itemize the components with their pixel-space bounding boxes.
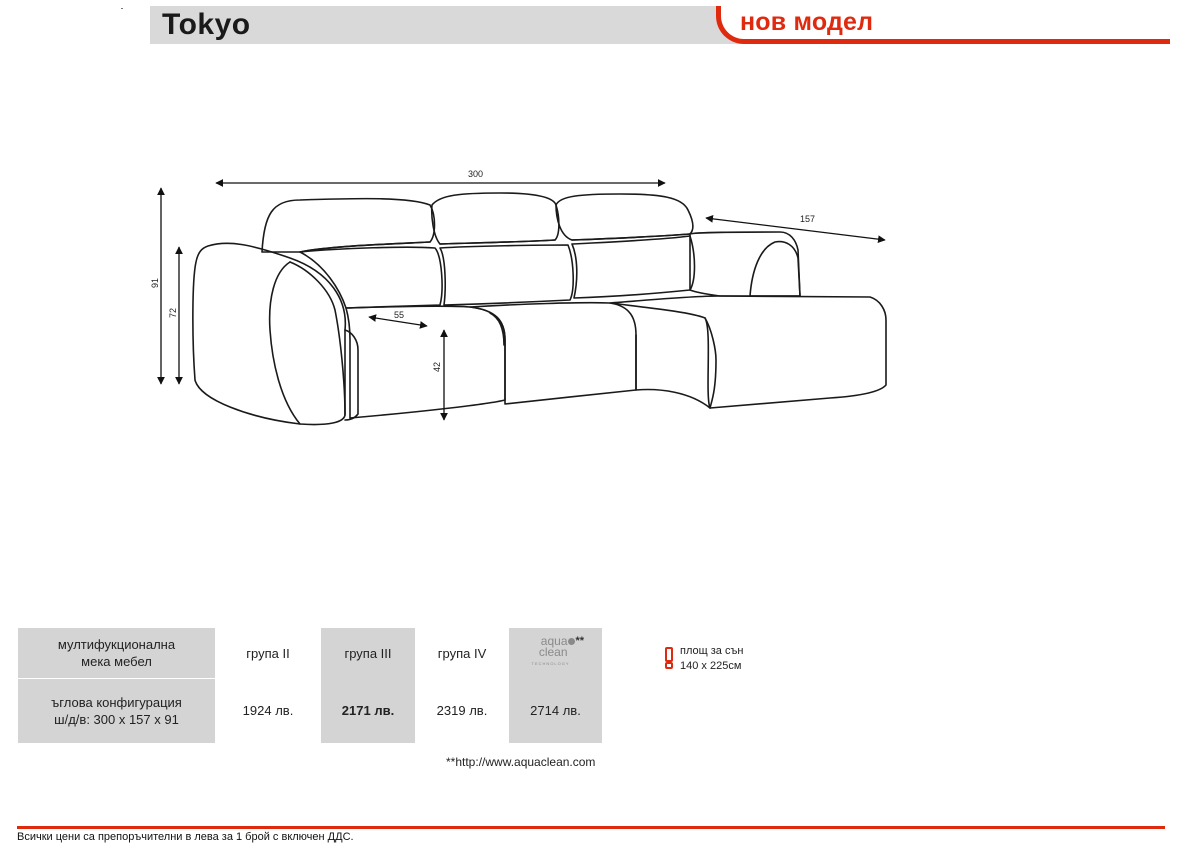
aquaclean-tagline: TECHNOLOGY bbox=[531, 660, 570, 666]
dim-seat-height-label: 42 bbox=[432, 361, 442, 372]
seat-cushion-left bbox=[346, 306, 505, 418]
price-aquaclean: 2714 лв. bbox=[509, 679, 602, 744]
aquaclean-mark: ** bbox=[575, 634, 585, 647]
group-iii-header: група III bbox=[321, 628, 415, 679]
chaise-cushion bbox=[750, 242, 800, 296]
product-type-line2: мека мебел bbox=[81, 654, 152, 669]
configuration-line1: ъглова конфигурация bbox=[51, 695, 182, 710]
group-iv-header: група IV bbox=[415, 628, 509, 679]
sleep-area-note bbox=[680, 644, 743, 674]
dim-line-depth bbox=[706, 218, 885, 240]
dim-depth-label: 157 bbox=[800, 214, 816, 224]
page-title: Tokyo bbox=[162, 8, 251, 41]
new-model-label: нов модел bbox=[740, 8, 874, 36]
sleep-area-label: площ за сън bbox=[680, 645, 744, 657]
chaise-seat bbox=[610, 296, 886, 408]
dim-back-height-label: 72 bbox=[168, 307, 178, 318]
aquaclean-header bbox=[509, 628, 602, 679]
configuration-cell bbox=[18, 679, 215, 744]
sleep-area-size: 140 x 225см bbox=[680, 660, 742, 672]
lower-back-right bbox=[572, 236, 695, 298]
dim-seat-depth-label: 55 bbox=[394, 310, 405, 320]
price-group-iv: 2319 лв. bbox=[415, 679, 509, 744]
seat-cushion-middle bbox=[470, 303, 636, 404]
exclamation-icon bbox=[664, 647, 674, 669]
price-group-ii: 1924 лв. bbox=[215, 679, 321, 744]
group-ii-header: група II bbox=[215, 628, 321, 679]
price-group-iii: 2171 лв. bbox=[321, 679, 415, 744]
table-row bbox=[18, 679, 602, 744]
product-type-cell bbox=[18, 628, 215, 679]
table-row bbox=[18, 628, 602, 679]
configuration-line2: ш/д/в: 300 x 157 x 91 bbox=[54, 712, 179, 727]
lower-back-left bbox=[300, 247, 442, 308]
droplet-icon bbox=[568, 638, 575, 645]
price-disclaimer: Всички цени са препоръчителни в лева за 1 брой с включен ДДС. bbox=[17, 831, 354, 843]
dim-height-label: 91 bbox=[150, 277, 160, 288]
back-cushion-right bbox=[556, 194, 693, 240]
back-cushion-left bbox=[262, 199, 435, 252]
aquaclean-logo bbox=[516, 632, 596, 672]
back-cushion-middle bbox=[432, 193, 559, 244]
dim-width-label: 300 bbox=[468, 169, 484, 179]
footer-divider bbox=[17, 826, 1165, 829]
product-type-line1: мултифукционална bbox=[57, 637, 176, 652]
aquaclean-footnote: **http://www.aquaclean.com bbox=[446, 755, 596, 769]
lower-back-middle bbox=[440, 245, 573, 305]
price-table bbox=[18, 628, 602, 743]
aquaclean-logo-text: aqua clean bbox=[538, 633, 568, 659]
left-arm bbox=[193, 243, 345, 424]
